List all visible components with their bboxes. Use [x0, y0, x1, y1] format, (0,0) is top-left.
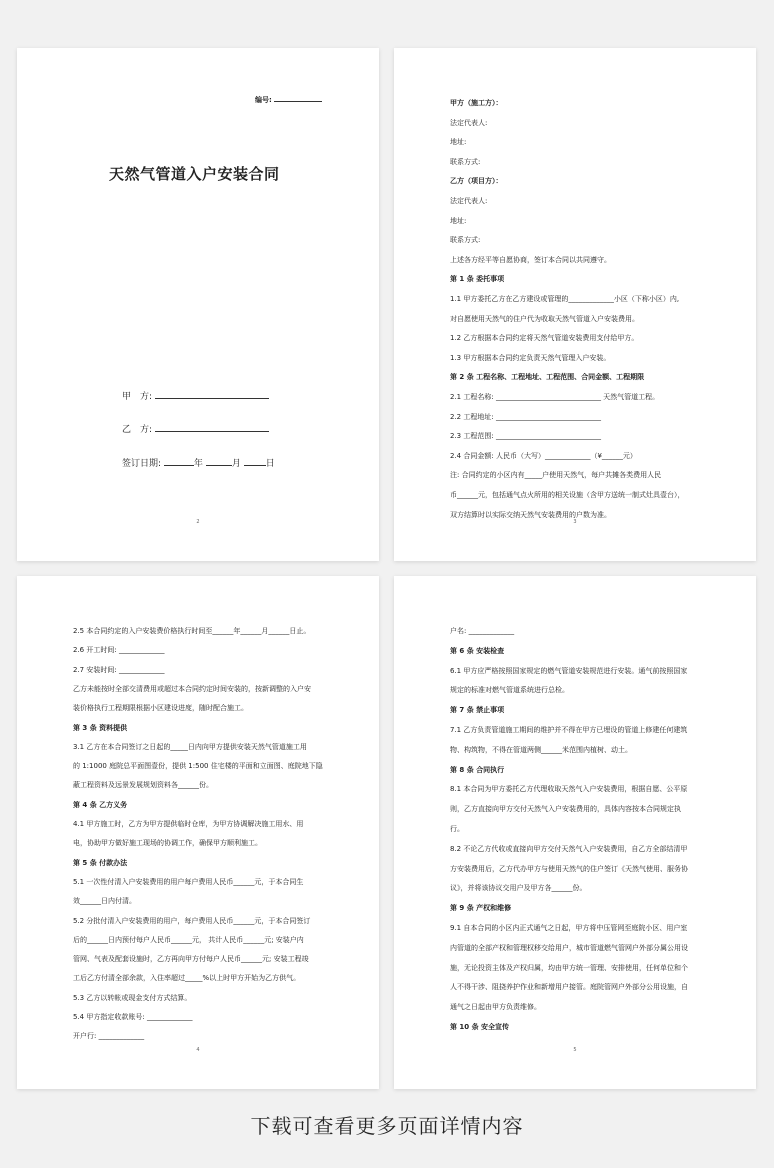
body-line: 议》，并将该协议交用户及甲方各______份。	[450, 884, 587, 893]
year-label: 年	[193, 459, 203, 469]
body-line: 联系方式:	[450, 157, 481, 166]
body-line: 8.1 本合同为甲方委托乙方代理收取天然气入户安装费用，根据自愿、公平原	[450, 785, 688, 794]
page-number: 5	[573, 1047, 577, 1053]
body-line: 行。	[450, 825, 464, 833]
body-line: 法定代表人:	[450, 118, 488, 127]
body-line: 对自愿使用天然气的住户代为收取天然气管道入户安装费用。	[450, 314, 639, 323]
body-line: 联系方式:	[450, 236, 481, 245]
body-line: 则，乙方直接向甲方交付天然气入户安装费用的，具体内容按本合同规定执	[450, 805, 681, 814]
body-line: 5.1 一次性付清入户安装费用的用户每户费用人民币______元，于本合同生	[73, 877, 304, 886]
month-label: 月	[231, 459, 241, 469]
contract-title: 天然气管道入户安装合同	[109, 165, 280, 183]
body-line: 法定代表人:	[450, 197, 488, 205]
sign-date-field	[122, 456, 275, 469]
sign-date-label: 签订日期:	[122, 459, 162, 469]
section-heading: 第 6 条 安装检查	[450, 646, 505, 655]
body-line: 工后乙方付清全部余款，入住率超过_____%以上时甲方开始为乙方供气。	[73, 974, 301, 983]
party-b-field	[122, 422, 269, 435]
body-line: 3.1 乙方在本合同签订之日起的_____日内向甲方提供安装天然气管道施工用	[73, 742, 307, 751]
body-line: 9.1 自本合同的小区内正式通气之日起，甲方将中压管网至庭院小区、用户室	[450, 924, 688, 932]
body-line: 2.1 工程名称: ______________________________ 天然气管道工程。	[450, 393, 660, 401]
body-line: 电，协助甲方做好施工现场的协调工作，确保甲方顺利施工。	[73, 839, 262, 848]
body-line: 双方结算时以实际交纳天然气安装费用的户数为准。	[450, 510, 611, 519]
section-heading: 第 4 条 乙方义务	[73, 800, 128, 809]
party-a-line	[155, 389, 269, 399]
body-line: 内管道的全部产权和管理权移交给用户，城市管道燃气管网户外部分属公用设	[450, 943, 688, 952]
download-caption: 下载可查看更多页面详情内容	[250, 1114, 524, 1138]
month-line	[206, 456, 232, 466]
body-line: 规定的标准对燃气管道系统进行总检。	[450, 686, 569, 695]
body-line: 2.6 开工时间: _____________	[73, 646, 165, 655]
body-line: 装价格执行工程期限根据小区建设进度，随时配合施工。	[73, 704, 248, 713]
day-label: 日	[265, 459, 275, 469]
section-heading: 乙方（项目方）：	[450, 177, 503, 186]
section-heading: 第 5 条 付款办法	[73, 858, 128, 867]
body-line: 蔽工程资料及远景发展规划资料各______份。	[73, 781, 213, 790]
section-heading: 第 10 条 安全宣传	[450, 1023, 510, 1031]
section-heading: 第 7 条 禁止事项	[450, 706, 505, 715]
body-line: 物、构筑物，不得在管道两侧______米范围内植树、动土。	[450, 745, 632, 754]
body-line: 8.2 不论乙方代收或直接向甲方交付天然气入户安装费用，自乙方全部结清甲	[450, 844, 688, 853]
body-line: 地址:	[450, 216, 467, 225]
page-number: 3	[573, 519, 577, 525]
body-line: 2.3 工程范围: ______________________________	[450, 432, 601, 441]
party-a-field	[122, 389, 269, 402]
body-line: 2.4 合同金额: 人民币（大写）_____________（¥______元）	[450, 451, 637, 460]
body-line: 开户行: _____________	[73, 1032, 145, 1041]
section-heading: 第 1 条 委托事项	[450, 275, 505, 284]
body-line: 人不得干涉、阻挠养护作业和新增用户接管。庭院管网户外部分公用设施，自	[450, 983, 688, 992]
body-line: 7.1 乙方负责管道施工期间的维护并不得在甲方已埋设的管道上修建任何建筑	[450, 726, 688, 734]
page-parties	[394, 48, 756, 561]
body-line: 方安装费用后，乙方代办甲方与使用天然气的住户签订《天然气使用、服务协	[450, 864, 688, 873]
serial-number-field	[255, 92, 322, 105]
body-line: 通气之日起由甲方负责维修。	[450, 1003, 541, 1012]
section-heading: 第 9 条 产权和维修	[450, 904, 512, 913]
page-number: 2	[196, 519, 200, 525]
body-line: 1.2 乙方根据本合同约定将天然气管道安装费用支付给甲方。	[450, 334, 639, 343]
party-b-label: 乙 方:	[122, 425, 153, 435]
serial-number-line	[274, 92, 322, 102]
day-line	[244, 456, 266, 466]
body-line: 注: 合同约定的小区内有_____户使用天然气，每户共摊各类费用人民	[450, 471, 662, 480]
body-line: 5.4 甲方指定收款账号: _____________	[73, 1013, 193, 1021]
party-b-line	[155, 422, 269, 432]
body-line: 1.1 甲方委托乙方在乙方建设或管理的_____________小区（下称小区）内,	[450, 295, 680, 303]
body-line: 效______日内付清。	[73, 897, 136, 906]
page-payment	[17, 576, 379, 1089]
page-cover	[17, 48, 379, 561]
body-line: 乙方未能按时全部交清费用或超过本合同约定时间安装的，按新调整的入户安	[73, 684, 311, 693]
body-line: 户名: _____________	[450, 627, 515, 635]
page-number: 4	[196, 1047, 200, 1053]
body-line: 2.7 安装时间: _____________	[73, 665, 165, 674]
body-line: 地址:	[450, 138, 467, 147]
section-heading: 第 8 条 合同执行	[450, 765, 505, 774]
section-heading: 第 2 条 工程名称、工程地址、工程范围、合同金额、工程期限	[450, 373, 645, 382]
page-inspection	[394, 576, 756, 1089]
body-line: 后的______日内预付每户人民币______元， 共计人民币______元; 安装户内	[73, 935, 304, 944]
section-heading: 甲方（施工方）：	[450, 99, 503, 107]
body-line: 的 1:1000 庭院总平面图壹份，提供 1:500 住宅楼的平面和立面图、庭院地下隐	[73, 762, 323, 771]
body-line: 5.2 分批付清入户安装费用的用户，每户费用人民币______元，于本合同签订	[73, 916, 311, 925]
body-line: 上述各方经平等自愿协商，签订本合同以共同遵守。	[450, 255, 611, 264]
body-line: 币______元，包括通气点火所用的相关设施（含甲方送统一制式灶具壹台），	[450, 491, 685, 499]
party-a-label: 甲 方:	[122, 392, 153, 402]
body-line: 管网、气表及配套设施时，乙方再向甲方付每户人民币______元; 安装工程竣	[73, 955, 309, 964]
body-line: 4.1 甲方施工时，乙方为甲方提供临时仓库，为甲方协调解决施工用水、用	[73, 820, 304, 828]
body-line: 2.2 工程地址: ______________________________	[450, 412, 601, 421]
body-line: 2.5 本合同约定的入户安装费价格执行时间至______年______月______日止。	[73, 627, 311, 635]
body-line: 1.3 甲方根据本合同约定负责天然气管理入户安装。	[450, 353, 611, 362]
body-line: 6.1 甲方应严格按照国家规定的燃气管道安装规范进行安装。通气前按照国家	[450, 666, 688, 675]
body-line: 5.3 乙方以转帐或现金支付方式结算。	[73, 993, 192, 1002]
serial-number-label: 编号:	[255, 96, 272, 104]
section-heading: 第 3 条 资料提供	[73, 723, 128, 732]
body-line: 施，无论投资主体及产权归属，均由甲方统一管理、安排使用，任何单位和个	[450, 963, 688, 972]
year-line	[164, 456, 194, 466]
